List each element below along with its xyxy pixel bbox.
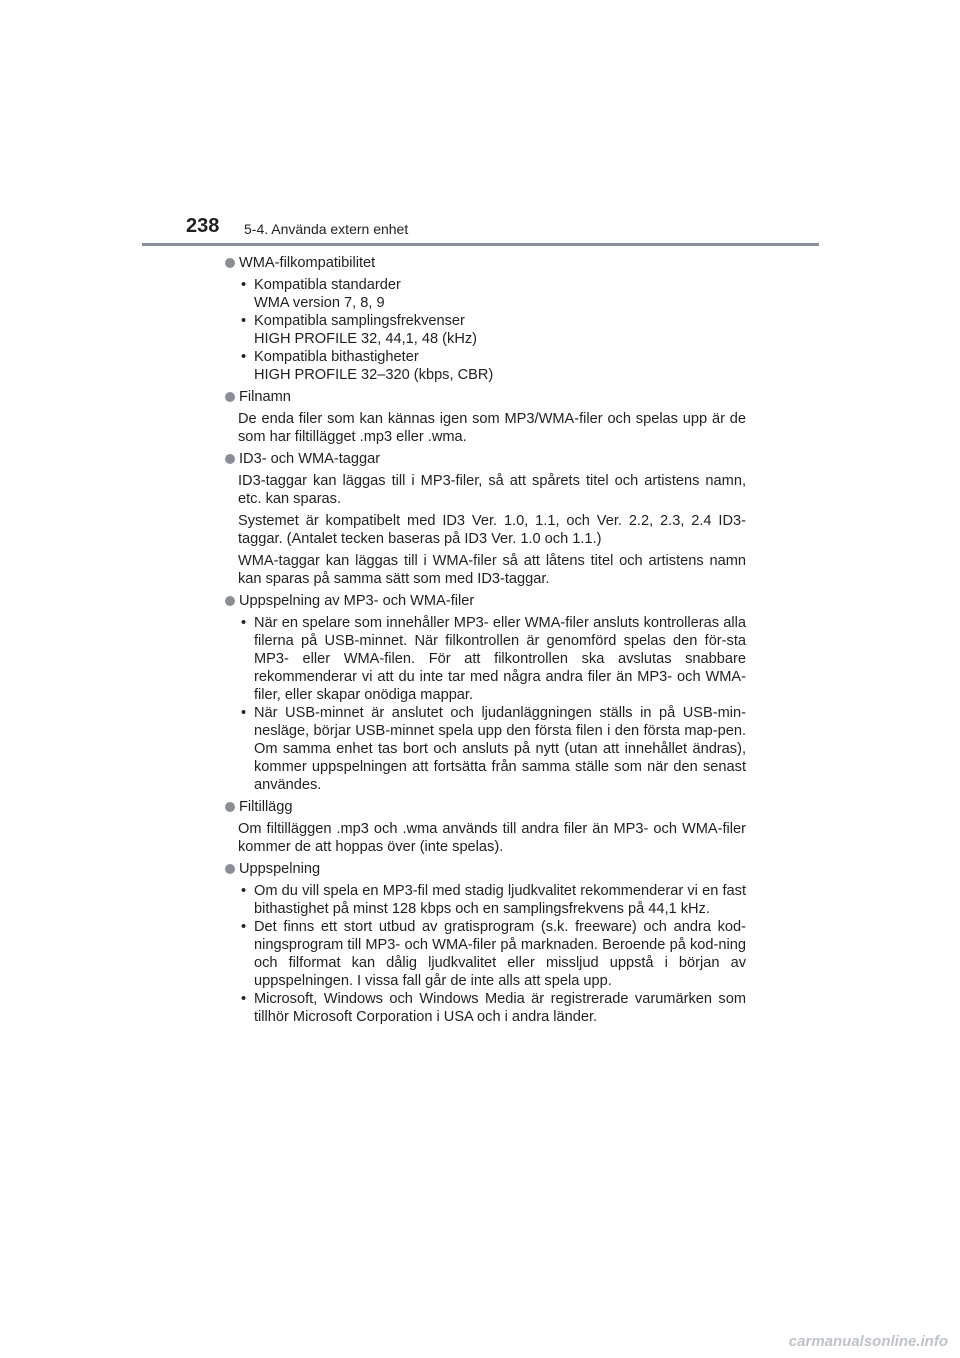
page-content (224, 254, 746, 1030)
bullet-dot-icon: • (241, 313, 247, 329)
item-text: Det finns ett stort utbud av gratisprogram (s.k. freeware) och andra kod-ningsprogram till MP3- och WMA-filer på marknaden. Beroende på kod-ning och filformat kan dålig ljudkvalitet eller missljud uppstå i början av uppspelningen. I vissa fall går de inte alls att spela upp. (254, 919, 746, 989)
bullet-dot-icon: • (241, 277, 247, 293)
item-line: Kompatibla bithastigheter (254, 349, 419, 365)
section-tags (224, 450, 746, 588)
section-heading-text: Uppspelning (239, 861, 321, 877)
page-header (0, 212, 960, 248)
bullet-circle-icon (225, 802, 235, 812)
bullet-dot-icon: • (241, 991, 247, 1007)
section-heading-text: Filtillägg (239, 799, 293, 815)
list-item (238, 704, 746, 794)
list-item (238, 276, 746, 312)
section-wma-compat (224, 254, 746, 384)
item-line: WMA version 7, 8, 9 (254, 295, 385, 311)
section-heading (224, 388, 746, 406)
item-list (238, 614, 746, 794)
item-list (238, 276, 746, 384)
section-heading (224, 798, 746, 816)
list-item (238, 348, 746, 384)
section-filenames (224, 388, 746, 446)
section-heading-text: Uppspelning av MP3- och WMA-filer (239, 593, 475, 609)
item-text: Microsoft, Windows och Windows Media är registrerade varumärken som tillhör Microsoft Corporation i USA och i andra länder. (254, 991, 746, 1025)
section-playback-files (224, 592, 746, 794)
watermark: carmanualsonline.info (788, 1333, 948, 1350)
item-line: Kompatibla standarder (254, 277, 401, 293)
bullet-circle-icon (225, 864, 235, 874)
header-divider (142, 243, 819, 246)
bullet-dot-icon: • (241, 883, 247, 899)
paragraph: De enda filer som kan kännas igen som MP3/WMA-filer och spelas upp är de som har filtillägget .mp3 eller .wma. (238, 411, 746, 445)
page-number: 238 (186, 215, 220, 237)
section-heading (224, 450, 746, 468)
section-heading-text: Filnamn (239, 389, 291, 405)
bullet-circle-icon (225, 258, 235, 268)
bullet-dot-icon: • (241, 349, 247, 365)
paragraph: Systemet är kompatibelt med ID3 Ver. 1.0, 1.1, och Ver. 2.2, 2.3, 2.4 ID3-taggar. (Antalet tecken baseras på ID3 Ver. 1.0 och 1.1.) (238, 513, 746, 547)
item-list (238, 882, 746, 1026)
paragraph: Om filtilläggen .mp3 och .wma används till andra filer än MP3- och WMA-filer kommer de att hoppas över (inte spelas). (238, 821, 746, 855)
item-text: När en spelare som innehåller MP3- eller WMA-filer ansluts kontrolleras alla filerna på USB-minnet. När filkontrollen är genomförd spelas den för-sta MP3- eller WMA-filen. För att filkontrollen ska avslutas snabbare rekommenderar vi att du inte tar med några andra filer än MP3- och WMA-filer, eller skapar onödiga mappar. (254, 615, 746, 703)
section-heading (224, 592, 746, 610)
list-item (238, 312, 746, 348)
section-heading (224, 254, 746, 272)
section-heading-text: WMA-filkompatibilitet (239, 255, 376, 271)
bullet-circle-icon (225, 392, 235, 402)
paragraph: ID3-taggar kan läggas till i MP3-filer, så att spårets titel och artistens namn, etc. kan sparas. (238, 473, 746, 507)
bullet-dot-icon: • (241, 919, 247, 935)
bullet-circle-icon (225, 596, 235, 606)
paragraph: WMA-taggar kan läggas till i WMA-filer så att låtens titel och artistens namn kan sparas på samma sätt som med ID3-taggar. (238, 553, 746, 587)
section-title: 5-4. Använda extern enhet (244, 221, 409, 237)
bullet-dot-icon: • (241, 615, 247, 631)
bullet-circle-icon (225, 454, 235, 464)
list-item (238, 882, 746, 918)
item-text: Om du vill spela en MP3-fil med stadig ljudkvalitet rekommenderar vi en fast bithastighet på minst 128 kbps och en samplingsfrekvens på 44,1 kHz. (254, 883, 746, 917)
list-item (238, 614, 746, 704)
item-line: HIGH PROFILE 32–320 (kbps, CBR) (254, 367, 494, 383)
section-heading-text: ID3- och WMA-taggar (239, 451, 381, 467)
item-line: HIGH PROFILE 32, 44,1, 48 (kHz) (254, 331, 478, 347)
list-item (238, 990, 746, 1026)
section-extensions (224, 798, 746, 856)
list-item (238, 918, 746, 990)
bullet-dot-icon: • (241, 705, 247, 721)
section-playback (224, 860, 746, 1026)
section-heading (224, 860, 746, 878)
item-line: Kompatibla samplingsfrekvenser (254, 313, 465, 329)
item-text: När USB-minnet är anslutet och ljudanläggningen ställs in på USB-min-nesläge, börjar USB-minnet spela upp den första filen i den första map-pen. Om samma enhet tas bort och ansluts på nytt (utan att innehållet ändras), kommer uppspelningen att fortsätta från samma ställe som när den senast användes. (254, 705, 746, 793)
